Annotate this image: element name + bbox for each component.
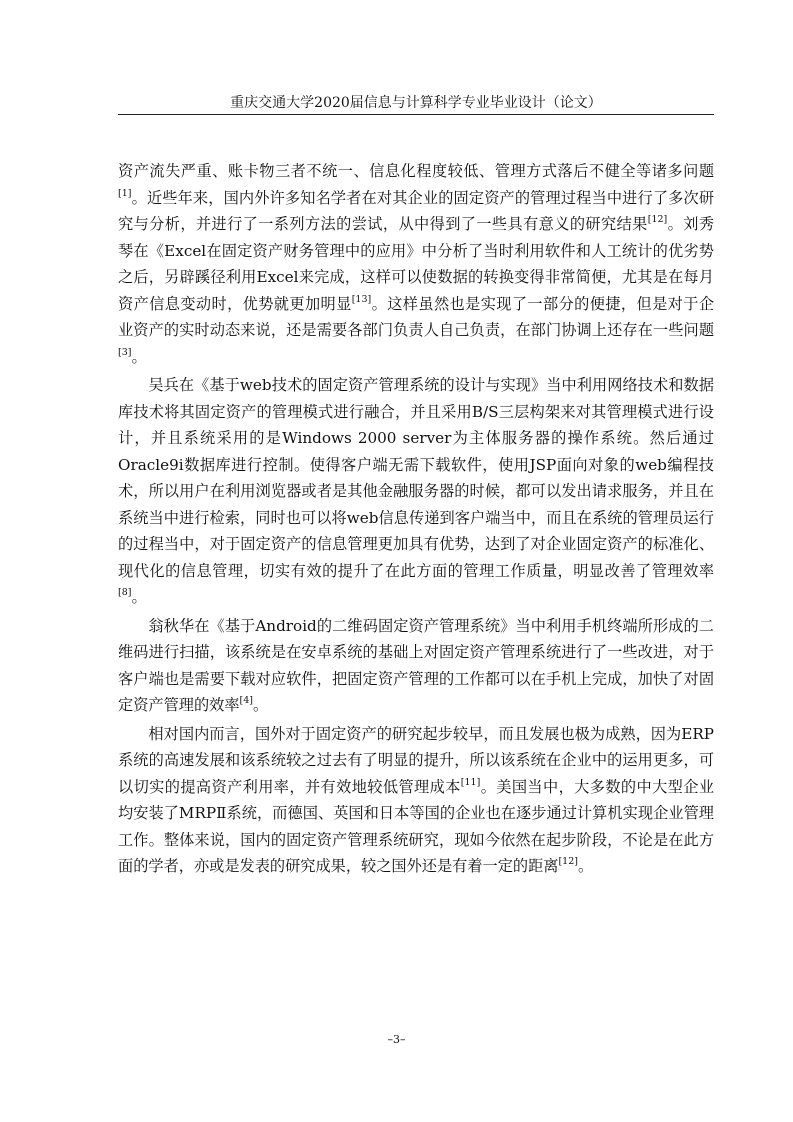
citation-superscript: [13] [351, 293, 372, 305]
running-header: 重庆交通大学2020届信息与计算科学专业毕业设计（论文） [230, 95, 602, 111]
paragraph-text: 。这样虽然也是实现了一部分的便捷，但是对于企业资产的实时动态来说，还是需要各部门负责人自己负责，在部门协调上还存在一些问题 [118, 294, 715, 339]
paragraph-text: 。 [131, 588, 147, 606]
paragraph-3 [118, 613, 714, 719]
paragraph-text: 。近些年来，国内外许多知名学者在对其企业的固定资产的管理过程当中进行了多次研究与分析，并进行了一系列方法的尝试，从中得到了一些具有意义的研究结果 [118, 188, 714, 233]
citation-superscript: [12] [558, 856, 578, 867]
paragraph-2 [118, 372, 714, 611]
header-rule [118, 114, 714, 115]
paragraph-text: 。美国当中，大多数的中大型企业均安装了MRPⅡ系统，而德国、英国和日本等国的企业也在逐步通过计算机实现企业管理工作。整体来说，国内的固定资产管理系统研究，现如今依然在起步阶段，不论是在此方面的学者，亦或是发表的研究成果，较之国外还是有着一定的距离 [118, 777, 715, 875]
paragraph-text: 。 [577, 857, 594, 875]
paragraph-text: 翁秋华在《基于Android的二维码固定资产管理系统》当中利用手机终端所形成的二维码进行扫描，该系统是在安卓系统的基础上对固定资产管理系统进行了一些改进，对于客户端也是需要下载对应软件，把固定资产管理的工作都可以在手机上完成，加快了对固定资产管理的效率 [118, 616, 714, 714]
paragraph-1 [118, 158, 714, 370]
paragraph-text: 相对国内而言，国外对于固定资产的研究起步较早，而且发展也极为成熟，因为ERP系统的高速发展和该系统较之过去有了明显的提升，所以该系统在企业中的运用更多，可以切实的提高资产利用率，并有效地较低管理成本 [118, 724, 714, 796]
citation-superscript: [11] [460, 776, 481, 788]
paragraph-text: 。刘秀琴在《Excel在固定资产财务管理中的应用》中分析了当时利用软件和人工统计的优劣势之后，另辟蹊径利用Excel来完成，这样可以使数据的转换变得非常简便，尤其是在每月资产信息变动时，优势就更加明显 [118, 215, 715, 313]
citation-superscript: [12] [647, 214, 668, 225]
paragraph-text: 资产流失严重、账卡物三者不统一、信息化程度较低、管理方式落后不健全等诸多问题 [118, 162, 714, 180]
page-number: –3– [387, 1033, 406, 1046]
citation-superscript: [4] [239, 695, 253, 706]
citation-superscript: [3] [118, 346, 132, 358]
citation-superscript: [8] [118, 587, 132, 598]
paragraph-text: 。 [131, 347, 147, 366]
paragraph-text: 吴兵在《基于web技术的固定资产管理系统的设计与实现》当中利用网络技术和数据库技术将其固定资产的管理模式进行融合，并且采用B/S三层构架来对其管理模式进行设计，并且系统采用的是Windows 2000 server为主体服务器的操作系统。然后通过Oracle9i数据库进行控制。使得客户端无需下载软件，使用JSP面向对象的web编程技术，所以用户在利用浏览器或者是其他金融服务器的时候，都可以发出请求服务，并且在系统当中进行检索，同时也可以将web信息传递到客户端当中，而且在系统的管理员运行的过程当中，对于固定资产的信息管理更加具有优势，达到了对企业固定资产的标准化、现代化的信息管理，切实有效的提升了在此方面的管理工作质量，明显改善了管理效率 [118, 376, 714, 580]
citation-superscript: [1] [118, 187, 132, 199]
body-text [118, 158, 714, 880]
paragraph-text: 。 [252, 696, 269, 714]
paragraph-4 [118, 721, 714, 880]
